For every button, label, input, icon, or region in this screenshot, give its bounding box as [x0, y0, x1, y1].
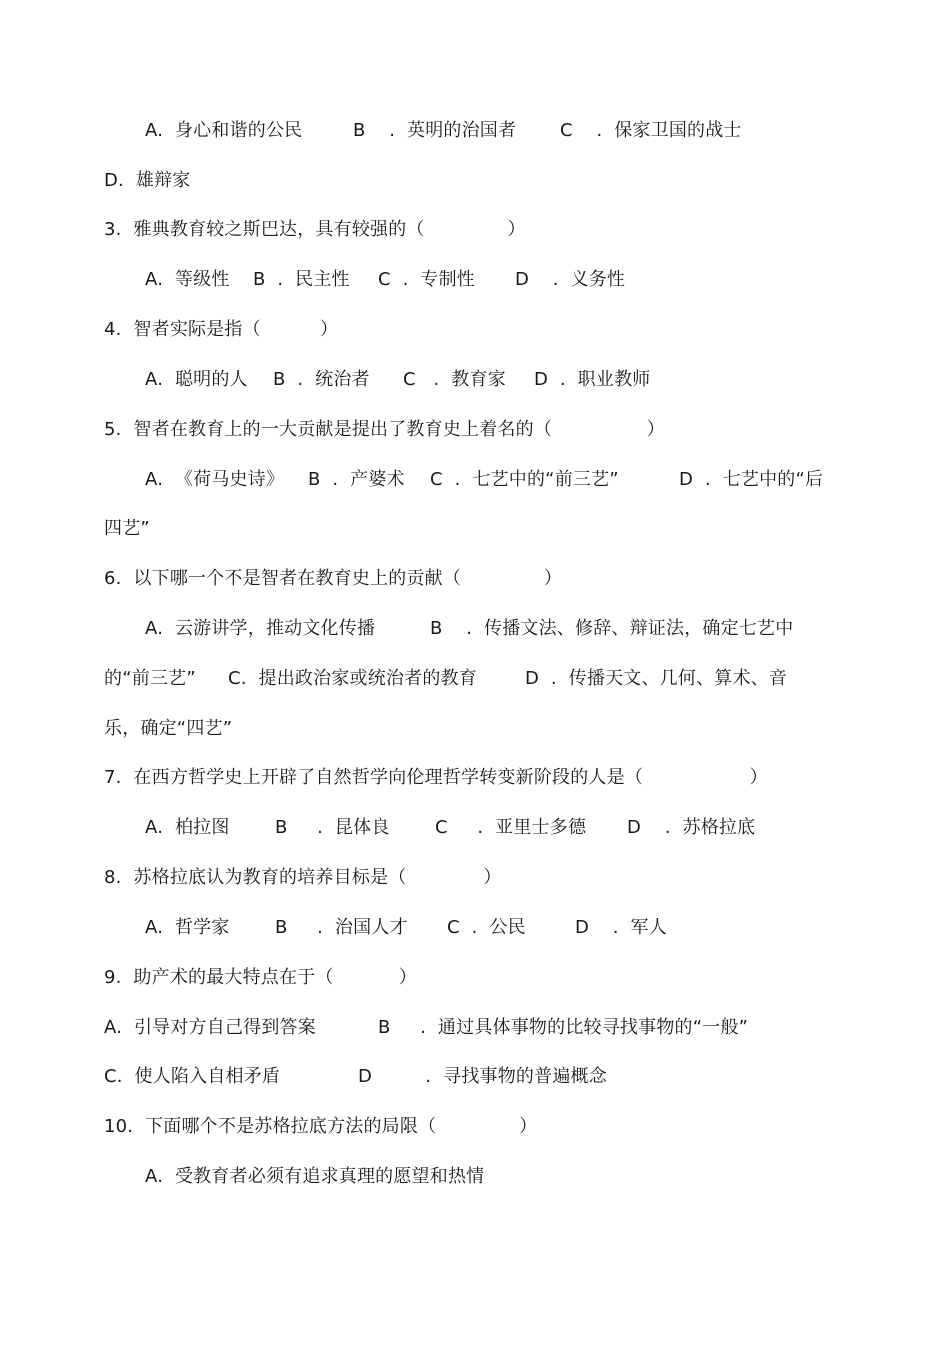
q6-continuation [104, 714, 233, 744]
option-c: C. 使人陷入自相矛盾 [104, 1066, 281, 1087]
option-c: C . 公民 [447, 917, 526, 938]
option-b: B . 英明的治国者 [353, 120, 517, 141]
question-4 [104, 315, 339, 345]
continuation-text: 四艺” [104, 518, 150, 539]
option-b: B . 通过具体事物的比较寻找事物的“一般” [378, 1017, 749, 1038]
question-text: 5. 智者在教育上的一大贡献是提出了教育史上着名的（ ） [104, 419, 665, 440]
option-d: D . 职业教师 [534, 369, 651, 390]
question-7 [104, 763, 768, 793]
option-c: C . 七艺中的“前三艺” [430, 469, 619, 490]
q4-options-line [145, 365, 651, 395]
option-b: B . 传播文法、修辞、辩证法，确定七艺中 [430, 618, 794, 639]
question-6 [104, 564, 563, 594]
q8-options-line [145, 913, 667, 943]
option-d: D . 义务性 [515, 269, 626, 290]
option-d: D . 苏格拉底 [627, 817, 756, 838]
question-text: 8. 苏格拉底认为教育的培养目标是（ ） [104, 867, 502, 888]
option-a: A. 云游讲学，推动文化传播 [145, 618, 376, 639]
question-10 [104, 1112, 538, 1142]
question-3 [104, 215, 526, 245]
question-text: 7. 在西方哲学史上开辟了自然哲学向伦理哲学转变新阶段的人是（ ） [104, 767, 768, 788]
option-c: C . 保家卫国的战士 [560, 120, 742, 141]
question-text: 6. 以下哪一个不是智者在教育史上的贡献（ ） [104, 568, 563, 589]
option-b: B . 民主性 [253, 269, 350, 290]
option-a: A. 柏拉图 [145, 817, 230, 838]
option-a: A. 聪明的人 [145, 369, 248, 390]
option-c: C . 亚里士多德 [435, 817, 587, 838]
question-8 [104, 863, 502, 893]
option-b-continuation: 的“前三艺” [104, 668, 196, 689]
option-d: D . 军人 [575, 917, 667, 938]
option-a: A. 受教育者必须有追求真理的愿望和热情 [145, 1166, 485, 1187]
continuation-text: 乐，确定“四艺” [104, 718, 233, 739]
question-9 [104, 963, 417, 993]
q10-option-a-line [145, 1162, 485, 1192]
option-a: A. 《荷马史诗》 [145, 469, 285, 490]
q9-options-line-1 [104, 1013, 749, 1043]
question-text: 4. 智者实际是指（ ） [104, 319, 339, 340]
question-text: 10. 下面哪个不是苏格拉底方法的局限（ ） [104, 1116, 538, 1137]
option-c: C. 提出政治家或统治者的教育 [228, 668, 477, 689]
option-a: A. 引导对方自己得到答案 [104, 1017, 316, 1038]
option-c: C . 教育家 [403, 369, 506, 390]
option-b: B . 昆体良 [275, 817, 390, 838]
option-b: B . 统治者 [273, 369, 370, 390]
option-d: D . 七艺中的“后 [679, 469, 824, 490]
option-c: C . 专制性 [378, 269, 475, 290]
q2-options-line [145, 116, 742, 146]
question-text: 3. 雅典教育较之斯巴达，具有较强的（ ） [104, 219, 526, 240]
option-d: D . 寻找事物的普遍概念 [358, 1066, 607, 1087]
question-5 [104, 415, 665, 445]
q3-options-line [145, 265, 626, 295]
question-text: 9. 助产术的最大特点在于（ ） [104, 967, 417, 988]
option-a: A. 身心和谐的公民 [145, 120, 303, 141]
q7-options-line [145, 813, 756, 843]
option-b: B . 治国人才 [275, 917, 408, 938]
q5-options-line [145, 465, 824, 495]
option-a: A. 等级性 [145, 269, 230, 290]
option-b: B . 产婆术 [308, 469, 405, 490]
option-d: D . 传播天文、几何、算术、音 [525, 668, 788, 689]
q5-continuation [104, 514, 150, 544]
q9-options-line-2 [104, 1062, 607, 1092]
q2-option-d-line [104, 166, 191, 196]
q6-options-line-2 [104, 664, 788, 694]
option-a: A. 哲学家 [145, 917, 230, 938]
option-d: D. 雄辩家 [104, 170, 191, 191]
q6-options-line-1 [145, 614, 794, 644]
